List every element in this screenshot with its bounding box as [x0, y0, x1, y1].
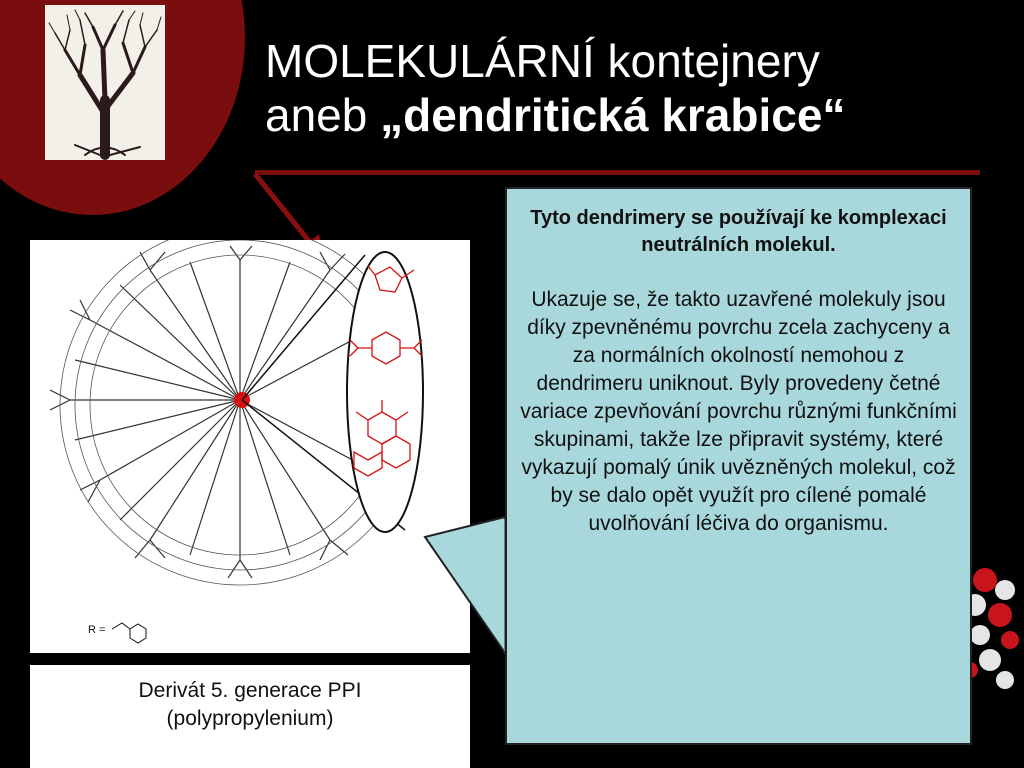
- title-line-2: [265, 88, 1005, 142]
- r-group-label: R =: [88, 624, 106, 636]
- figure-caption: [30, 665, 470, 768]
- explanation-callout: [505, 187, 972, 745]
- caption-line-1: Derivát 5. generace PPI: [138, 679, 362, 702]
- zoom-ellipse: [347, 252, 423, 532]
- slide-title: [265, 34, 1005, 142]
- r-group-benzyl-icon: [112, 623, 146, 643]
- callout-body: Ukazuje se, že takto uzavřené molekuly jsou díky zpevněnému povrchu zcela zachyceny a za normálních okolností nemohou z dendrimeru uniknout. Byly provedeny četné variace zpevňování povrchu různými funkčními skupinami, takže lze připravit systémy, které vykazují pomalý únik uvězněných molekul, což by se dalo opět využít pro cílené pomalé uvolňování léčiva do organismu.: [520, 288, 957, 535]
- title-line-1: MOLEKULÁRNÍ kontejnery: [265, 35, 820, 87]
- title-underline: [255, 170, 980, 175]
- callout-lead: Tyto dendrimery se používají ke komplexaci neutrálních molekul.: [530, 207, 947, 256]
- callout-tail: [420, 515, 515, 655]
- title-prefix: aneb: [265, 89, 381, 141]
- caption-line-2: (polypropylenium): [166, 707, 334, 730]
- dendrimer-structure-diagram: [30, 240, 470, 653]
- dendrimer-figure: [30, 240, 470, 653]
- title-emphasis: „dendritická krabice“: [380, 89, 846, 141]
- tree-logo-icon: [45, 5, 165, 160]
